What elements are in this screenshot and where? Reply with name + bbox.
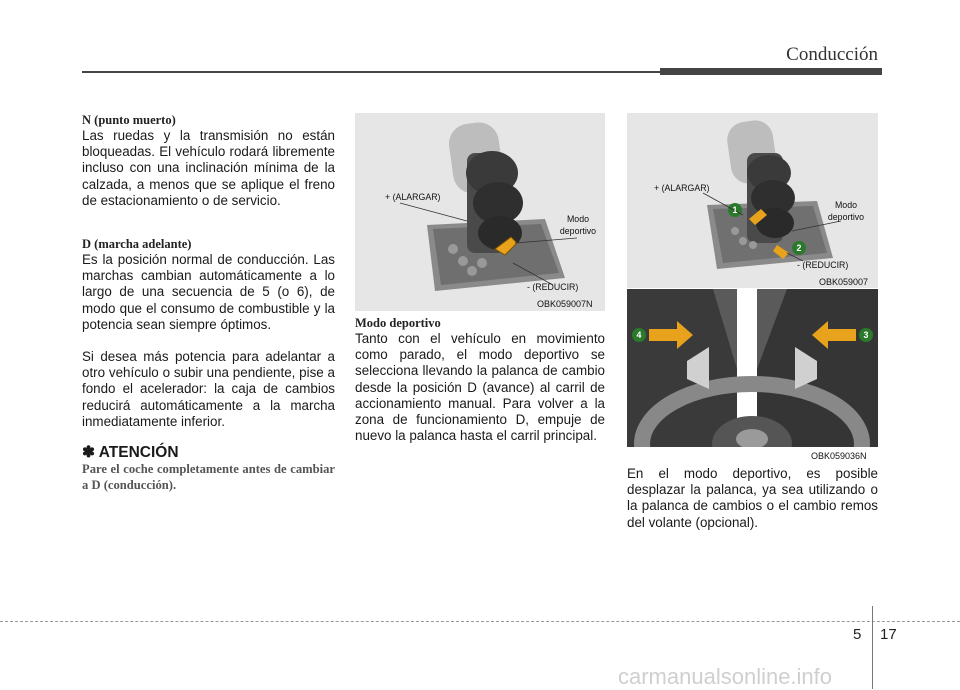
badge-3-number: 3 [863,330,869,340]
label-modo-2: Modo [834,200,857,210]
figure-code: OBK059007N [537,299,593,309]
attention-text: Pare el coche completamente antes de cambiar a D (conducción). [82,462,335,492]
figure-code-3: OBK059036N [811,451,867,461]
text-kickdown: Si desea más potencia para adelantar a otro vehículo o subir una pendiente, pise a fondo el acelerador: la caja de cambios reducirá automáticamente a la marcha inmediatamente inferior. [82,349,335,429]
label-reducir-2: - (REDUCIR) [797,260,849,270]
text-sport-mode: Tanto con el vehículo en movimiento como parado, el modo deportivo se selecciona llevando la palanca de cambio desde la posición D (avance) al carril de accionamiento manual. Para volver a la zona de funcionamiento D, empuje de nuevo la palanca hasta el carril principal. [355,331,605,444]
heading-drive: D (marcha adelante) [82,237,192,251]
label-modo: Modo [566,214,589,224]
label-reducir: - (REDUCIR) [527,282,579,292]
figure-paddle-shifters [627,289,878,463]
badge-2-number: 2 [796,243,802,253]
header-rule [82,71,660,73]
attention-title: ✽ ATENCIÓN [82,444,179,461]
text-neutral: Las ruedas y la transmisión no están bloqueadas. El vehículo rodará libremente incluso con una inclinación mínima de la calzada, a menos que se aplique el freno de estacionamiento o de servicio. [82,128,335,208]
header-rule-accent [660,68,882,75]
steering-wheel-illustration [627,289,878,463]
page-divider [872,606,873,689]
badge-4-number: 4 [636,330,642,340]
heading-sport-mode: Modo deportivo [355,316,441,330]
figure-code-2: OBK059007 [819,277,869,287]
badge-1-number: 1 [732,205,738,215]
section-title: Conducción [786,44,878,65]
heading-neutral: N (punto muerto) [82,113,176,127]
footer-rule [0,621,960,622]
label-deportivo: deportivo [559,226,597,236]
text-drive: Es la posición normal de conducción. Las marchas cambian automáticamente a lo largo de una secuencia de 5 (o 6), de modo que el consumo de combustible y la potencia sean siempre óptimos. [82,252,335,332]
figure-shift-lever [355,113,605,311]
page-number: 17 [880,626,897,643]
watermark: carmanualsonline.info [618,664,833,689]
label-alargar: + (ALARGAR) [385,192,441,202]
figure-sport-shift [627,113,878,288]
label-deportivo-2: deportivo [827,212,865,222]
page-section: 5 [853,626,862,643]
label-alargar-2: + (ALARGAR) [654,183,710,193]
text-paddle: En el modo deportivo, es posible desplazar la palanca, ya sea utilizando o la palanca de cambios o el cambio remos del volante (opcional). [627,466,878,530]
